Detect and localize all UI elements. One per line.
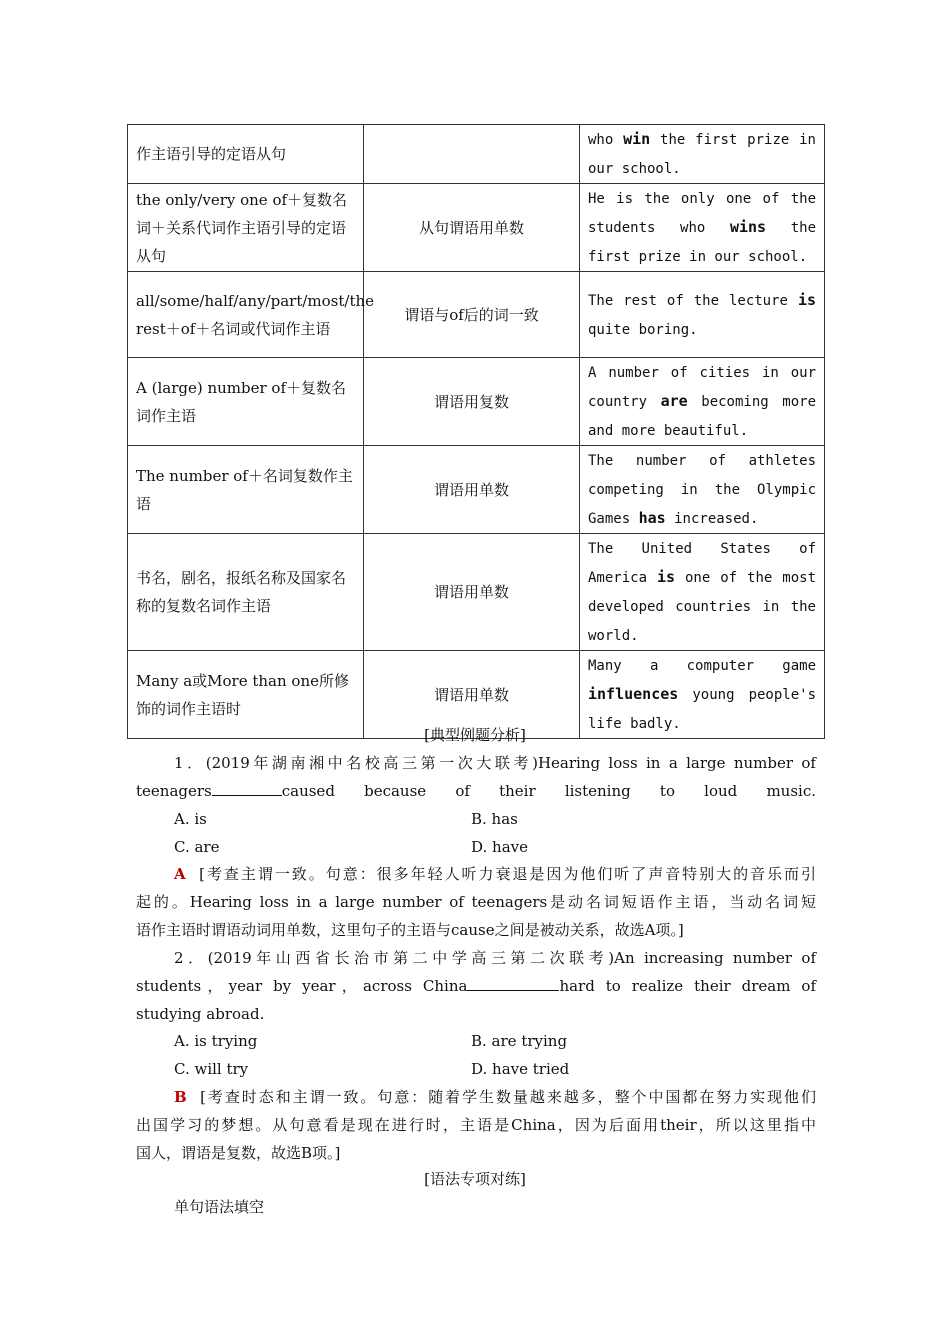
- cell-example: A number of cities in our country are becoming more and more beautiful.: [580, 358, 825, 446]
- cell-rule: 谓语用单数: [364, 651, 580, 739]
- cell-rule: 谓语用单数: [364, 446, 580, 534]
- cell-example: who win the first prize in our school.: [580, 125, 825, 184]
- cell-usage: 书名，剧名，报纸名称及国家名称的复数名词作主语: [128, 534, 364, 651]
- question-1-line-1: 1．(2019年湖南湘中名校高三第一次大联考)Hearing loss in a large number of: [174, 754, 816, 772]
- question-1-option-b: B. has: [471, 810, 518, 828]
- table-row: [128, 534, 825, 651]
- example-verb: wins: [729, 218, 767, 236]
- question-2-option-c: C. will try: [174, 1060, 249, 1078]
- example-verb: are: [660, 392, 688, 410]
- question-2-line-2: students，year by year，across China hard to realize their dream of: [136, 977, 816, 995]
- cell-usage: Many a或More than one所修饰的词作主语时: [128, 651, 364, 739]
- question-2-explanation-line-2: 出国学习的梦想。从句意看是现在进行时，主语是China，因为后面用their，所以这里指中: [136, 1116, 816, 1134]
- table-row: [128, 358, 825, 446]
- cell-example: The United States of America is one of the most developed countries in the world.: [580, 534, 825, 651]
- table-row: [128, 125, 825, 184]
- grammar-table: [127, 124, 825, 739]
- cell-rule: 谓语用单数: [364, 534, 580, 651]
- section-heading-examples: [典型例题分析]: [424, 726, 526, 744]
- question-1-option-c: C. are: [174, 838, 220, 856]
- cell-usage: The number of＋名词复数作主语: [128, 446, 364, 534]
- table-row: [128, 446, 825, 534]
- table-row: [128, 184, 825, 272]
- example-verb: has: [638, 509, 666, 527]
- cell-usage: all/some/half/any/part/most/the rest＋of＋名词或代词作主语: [128, 272, 364, 358]
- example-verb: win: [623, 130, 651, 148]
- example-verb: is: [797, 290, 816, 309]
- question-2-line-1: 2．(2019年山西省长治市第二中学高三第二次联考)An increasing number of: [174, 949, 816, 967]
- example-verb: is: [656, 568, 676, 586]
- cell-example: He is the only one of the students who wins the first prize in our school.: [580, 184, 825, 272]
- question-2-answer: B: [174, 1088, 187, 1106]
- cell-rule: 谓语用复数: [364, 358, 580, 446]
- cell-example: Many a computer game influences young people's life badly.: [580, 651, 825, 739]
- question-1-explanation-line-2: 起的。Hearing loss in a large number of teenagers是动名词短语作主语，当动名词短: [136, 893, 816, 911]
- cell-usage: 作主语引导的定语从句: [128, 125, 364, 184]
- cell-example: The rest of the lecture is quite boring.: [580, 272, 825, 358]
- section-heading-practice: [语法专项对练]: [424, 1170, 526, 1188]
- question-1-line-2: teenagers caused because of their listening to loud music.: [136, 782, 816, 800]
- cell-usage: the only/very one of＋复数名词＋关系代词作主语引导的定语从句: [128, 184, 364, 272]
- cell-rule: [364, 125, 580, 184]
- question-1-option-a: A. is: [174, 810, 207, 828]
- cell-usage: A (large) number of＋复数名词作主语: [128, 358, 364, 446]
- answer-blank: [467, 976, 559, 991]
- subheading-fill-in: 单句语法填空: [174, 1198, 265, 1216]
- question-2-option-d: D. have tried: [471, 1060, 570, 1078]
- example-verb: influences: [588, 685, 679, 703]
- question-2-explanation-line-3: 国人，谓语是复数，故选B项。]: [136, 1144, 341, 1162]
- question-1-answer: A: [174, 865, 186, 883]
- question-2-option-a: A. is trying: [174, 1032, 258, 1050]
- question-2-explanation-line-1: B [考查时态和主谓一致。句意：随着学生数量越来越多，整个中国都在努力实现他们: [174, 1088, 816, 1106]
- question-1-explanation-line-1: A [考查主谓一致。句意：很多年轻人听力衰退是因为他们听了声音特别大的音乐而引: [174, 865, 816, 883]
- cell-rule: 谓语与of后的词一致: [364, 272, 580, 358]
- answer-blank: [212, 781, 282, 796]
- cell-example: The number of athletes competing in the Olympic Games has increased.: [580, 446, 825, 534]
- table-row: [128, 272, 825, 358]
- question-2-option-b: B. are trying: [471, 1032, 568, 1050]
- question-2-line-3: studying abroad.: [136, 1005, 265, 1023]
- question-1-explanation-line-3: 语作主语时谓语动词用单数，这里句子的主语与cause之间是被动关系，故选A项。]: [136, 921, 684, 939]
- question-1-option-d: D. have: [471, 838, 528, 856]
- cell-rule: 从句谓语用单数: [364, 184, 580, 272]
